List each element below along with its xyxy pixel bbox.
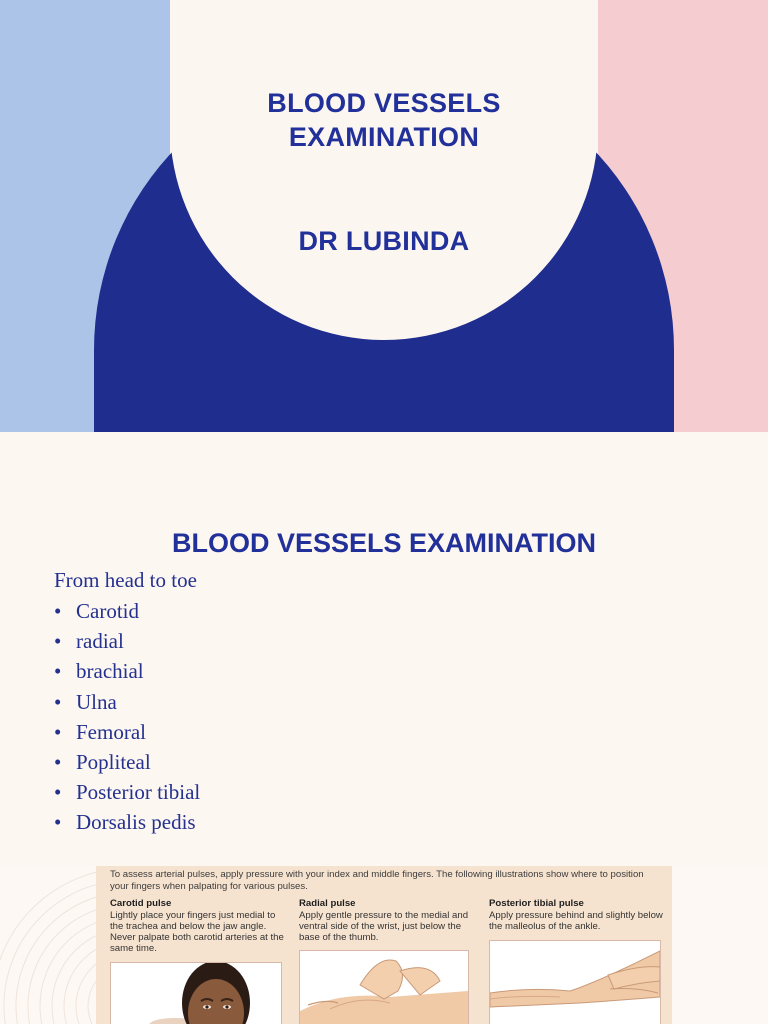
list-item-label: Dorsalis pedis — [76, 810, 196, 835]
list-item-label: Ulna — [76, 689, 117, 714]
list-item: • Popliteal — [54, 749, 151, 774]
list-item: • Carotid — [54, 599, 139, 623]
column-text: Apply pressure behind and slightly below the malleolus of the ankle. — [489, 909, 663, 932]
illustration-panel — [96, 866, 672, 1024]
list-item-label: radial — [76, 629, 124, 654]
panel-intro: To assess arterial pulses, apply pressure with your index and middle fingers. The following illustrations show where to position your fingers when palpating for various pulses. — [110, 869, 644, 892]
list-item-label: Posterior tibial — [76, 780, 201, 805]
list-item-label: Popliteal — [76, 749, 151, 774]
list-intro: From head to toe — [54, 568, 197, 592]
carotid-pulse-illustration — [110, 962, 282, 1024]
list-item-label: Femoral — [76, 719, 146, 744]
posterior-tibial-pulse-illustration — [489, 940, 661, 1024]
column-heading: Radial pulse — [299, 898, 356, 909]
column-text: Apply gentle pressure to the medial and ventral side of the wrist, just below the base of the thumb. — [299, 909, 469, 943]
slide-title-line2: EXAMINATION — [288, 122, 480, 152]
list-item-label: Carotid — [76, 599, 139, 623]
list-item: • radial — [54, 629, 124, 654]
title-slide — [0, 0, 768, 432]
column-heading: Posterior tibial pulse — [489, 898, 584, 909]
list-item: • Dorsalis pedis — [54, 810, 196, 835]
column-text: Lightly place your fingers just medial to the trachea and below the jaw angle. Never palpate both carotid arteries at the same time. — [110, 909, 284, 954]
pulse-list-slide — [0, 432, 768, 866]
column-heading: Carotid pulse — [110, 898, 172, 909]
pulse-illustration-slide — [0, 866, 768, 1024]
radial-column — [299, 898, 477, 943]
list-item: • Ulna — [54, 689, 117, 714]
list-item: • Femoral — [54, 719, 146, 744]
slide-heading: BLOOD VESSELS EXAMINATION — [171, 528, 597, 558]
list-item-label: brachial — [76, 659, 144, 684]
radial-pulse-illustration — [299, 950, 469, 1024]
tibial-column — [489, 898, 667, 932]
pulse-site-list — [54, 596, 200, 838]
author-name: DR LUBINDA — [298, 226, 470, 256]
slide-title — [170, 86, 598, 154]
list-item: • brachial — [54, 659, 144, 684]
slide-title-line1: BLOOD VESSELS — [267, 88, 501, 118]
carotid-column — [110, 898, 288, 954]
list-item: • Posterior tibial — [54, 780, 201, 805]
